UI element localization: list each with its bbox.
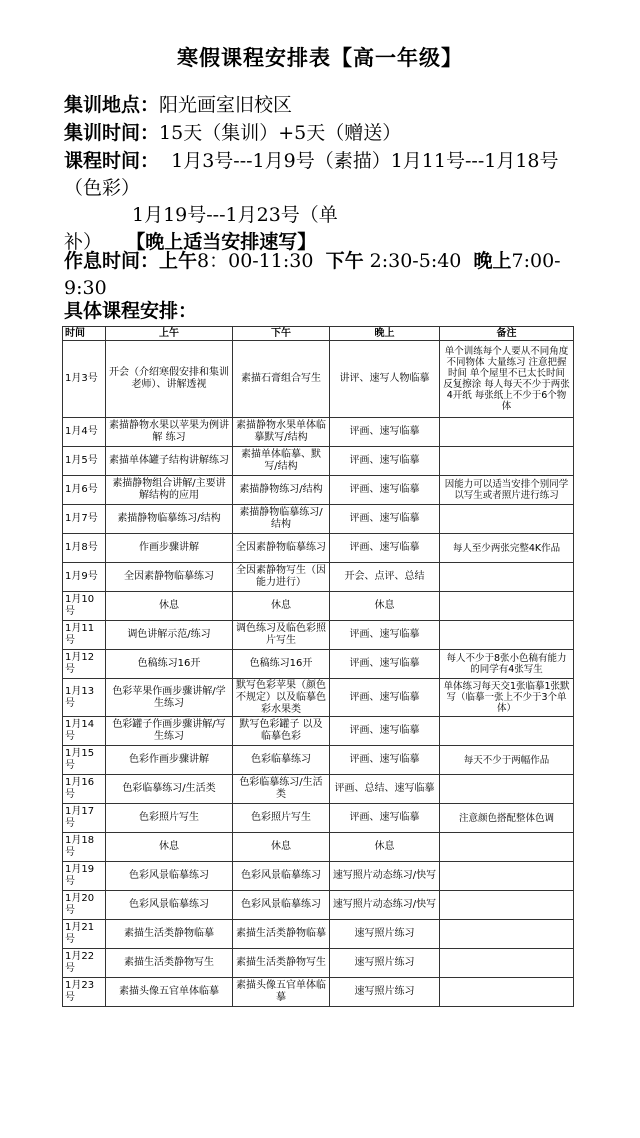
am-cell: 素描头像五官单体临摹 [106,978,233,1007]
table-row [63,746,574,775]
table-row [63,534,574,563]
pm-cell: 全因素静物写生（因能力进行） [233,563,330,592]
eve-cell: 评画、总结、速写临摹 [330,775,440,804]
schedule-table [62,326,574,1007]
date-cell: 1月19号 [63,862,106,891]
eve-cell: 评画、速写临摹 [330,746,440,775]
note-cell: 单个训练每个人要从不同角度 不同物体 大量练习 注意把握时间 单个屋里不已太长时间 反复擦涂 每人每天不少于两张4开纸 每张纸上不少于6个物体 [440,341,574,418]
note-cell [440,418,574,447]
rest-pm-value: 2:30-5:40 [369,250,462,272]
note-cell [440,563,574,592]
eve-cell: 评画、速写临摹 [330,621,440,650]
course-time-label: 课程时间： [64,150,160,172]
note-cell [440,447,574,476]
am-cell: 色彩风景临摹练习 [106,891,233,920]
note-cell [440,978,574,1007]
date-cell: 1月16号 [63,775,106,804]
table-row [63,804,574,833]
eve-cell: 速写照片动态练习/快写 [330,862,440,891]
date-cell: 1月22号 [63,949,106,978]
date-cell: 1月7号 [63,505,106,534]
pm-cell: 色彩风景临摹练习 [233,862,330,891]
table-row [63,563,574,592]
table-row [63,891,574,920]
table-row [63,833,574,862]
date-cell: 1月8号 [63,534,106,563]
date-cell: 1月13号 [63,679,106,717]
pm-cell: 休息 [233,833,330,862]
duration-label: 集训时间： [64,122,160,144]
note-cell: 因能力可以适当安排个别同学以写生或者照片进行练习 [440,476,574,505]
pm-cell: 素描头像五官单体临摹 [233,978,330,1007]
am-cell: 调色讲解示范/练习 [106,621,233,650]
duration-value: 15天（集训）+5天（赠送） [159,122,402,144]
eve-cell: 速写照片练习 [330,949,440,978]
note-cell [440,505,574,534]
duration-line [64,120,584,147]
eve-cell: 评画、速写临摹 [330,534,440,563]
eve-cell: 休息 [330,592,440,621]
note-cell [440,621,574,650]
am-cell: 色彩风景临摹练习 [106,862,233,891]
date-cell: 1月15号 [63,746,106,775]
date-cell: 1月18号 [63,833,106,862]
course-time-line1: 1月3号---1月9号（素描）1月11号---1月18号（色彩） [64,150,559,199]
note-cell [440,862,574,891]
pm-cell: 色彩照片写生 [233,804,330,833]
eve-cell: 速写照片练习 [330,978,440,1007]
am-cell: 素描单体罐子结构讲解练习 [106,447,233,476]
rest-eve-label: 晚上 [473,250,512,272]
course-time-block [64,148,584,256]
eve-cell: 评画、速写临摹 [330,717,440,746]
header-note: 备注 [440,327,574,341]
pm-cell: 素描静物临摹练习/结构 [233,505,330,534]
pm-cell: 素描静物练习/结构 [233,476,330,505]
note-cell: 单体练习每天交1张临摹1张默写（临摹一张上不少于3个单体） [440,679,574,717]
am-cell: 色彩作画步骤讲解 [106,746,233,775]
table-row [63,679,574,717]
table-row [63,717,574,746]
table-row [63,920,574,949]
am-cell: 休息 [106,592,233,621]
course-time-line2a: 1月19号---1月23号（单补） [64,204,338,253]
pm-cell: 休息 [233,592,330,621]
note-cell: 每人不少于8张小色稿有能力的同学有4张写生 [440,650,574,679]
am-cell: 素描生活类静物临摹 [106,920,233,949]
rest-time-block [64,248,584,302]
note-cell [440,920,574,949]
location-label: 集训地点： [64,94,160,116]
pm-cell: 默写色彩苹果（颜色不规定）以及临摹色彩水果类 [233,679,330,717]
note-cell [440,775,574,804]
eve-cell: 讲评、速写人物临摹 [330,341,440,418]
eve-cell: 评画、速写临摹 [330,476,440,505]
date-cell: 1月23号 [63,978,106,1007]
date-cell: 1月5号 [63,447,106,476]
rest-am-value: 8：00-11:30 [197,250,314,272]
date-cell: 1月17号 [63,804,106,833]
note-cell [440,949,574,978]
date-cell: 1月9号 [63,563,106,592]
pm-cell: 素描石膏组合写生 [233,341,330,418]
am-cell: 全因素静物临摹练习 [106,563,233,592]
pm-cell: 调色练习及临色彩照片写生 [233,621,330,650]
table-row [63,621,574,650]
page-title: 寒假课程安排表【高一年级】 [177,46,463,70]
detail-heading [64,298,584,325]
date-cell: 1月3号 [63,341,106,418]
pm-cell: 素描生活类静物临摹 [233,920,330,949]
rest-pm-label: 下午 [325,250,364,272]
table-row [63,476,574,505]
pm-cell: 素描单体临摹、默写/结构 [233,447,330,476]
table-row [63,592,574,621]
table-row [63,949,574,978]
eve-cell: 开会、点评、总结 [330,563,440,592]
note-cell [440,833,574,862]
am-cell: 色彩罐子作画步骤讲解/写生练习 [106,717,233,746]
eve-cell: 评画、速写临摹 [330,447,440,476]
am-cell: 作画步骤讲解 [106,534,233,563]
pm-cell: 色彩临摹练习 [233,746,330,775]
header-eve: 晚上 [330,327,440,341]
eve-cell: 评画、速写临摹 [330,418,440,447]
date-cell: 1月12号 [63,650,106,679]
eve-cell: 速写照片动态练习/快写 [330,891,440,920]
note-cell: 注意颜色搭配整体色调 [440,804,574,833]
am-cell: 素描静物临摹练习/结构 [106,505,233,534]
am-cell: 色彩临摹练习/生活类 [106,775,233,804]
table-row [63,775,574,804]
date-cell: 1月4号 [63,418,106,447]
rest-am-label: 上午 [159,250,198,272]
pm-cell: 色彩风景临摹练习 [233,891,330,920]
eve-cell: 休息 [330,833,440,862]
table-row [63,862,574,891]
course-time-line2b: 【晚上适当安排速写】 [126,231,317,253]
header-am: 上午 [106,327,233,341]
location-line [64,92,584,119]
am-cell: 开会（介绍寒假安排和集训老师）、讲解透视 [106,341,233,418]
date-cell: 1月20号 [63,891,106,920]
pm-cell: 素描静物水果单体临摹默写/结构 [233,418,330,447]
note-cell [440,592,574,621]
table-row [63,650,574,679]
eve-cell: 评画、速写临摹 [330,650,440,679]
note-cell [440,717,574,746]
location-value: 阳光画室旧校区 [159,94,293,116]
date-cell: 1月10号 [63,592,106,621]
note-cell: 每人至少两张完整4K作品 [440,534,574,563]
pm-cell: 素描生活类静物写生 [233,949,330,978]
detail-label: 具体课程安排： [64,300,198,322]
table-row [63,447,574,476]
note-cell: 每天不少于两幅作品 [440,746,574,775]
rest-time-label: 作息时间： [64,250,160,272]
am-cell: 素描生活类静物写生 [106,949,233,978]
date-cell: 1月21号 [63,920,106,949]
am-cell: 素描静物水果以苹果为例讲解 练习 [106,418,233,447]
eve-cell: 速写照片练习 [330,920,440,949]
eve-cell: 评画、速写临摹 [330,505,440,534]
pm-cell: 默写色彩罐子 以及临摹色彩 [233,717,330,746]
table-row [63,505,574,534]
header-pm: 下午 [233,327,330,341]
table-row [63,418,574,447]
eve-cell: 评画、速写临摹 [330,679,440,717]
am-cell: 色彩苹果作画步骤讲解/学生练习 [106,679,233,717]
date-cell: 1月6号 [63,476,106,505]
table-header-row [63,327,574,341]
am-cell: 色稿练习16开 [106,650,233,679]
am-cell: 色彩照片写生 [106,804,233,833]
note-cell [440,891,574,920]
am-cell: 素描静物组合讲解/主要讲解结构的应用 [106,476,233,505]
date-cell: 1月11号 [63,621,106,650]
pm-cell: 色稿练习16开 [233,650,330,679]
table-row [63,341,574,418]
rest-eve-value: 7:00-9:30 [64,250,561,299]
am-cell: 休息 [106,833,233,862]
eve-cell: 评画、速写临摹 [330,804,440,833]
table-row [63,978,574,1007]
pm-cell: 色彩临摹练习/生活类 [233,775,330,804]
date-cell: 1月14号 [63,717,106,746]
pm-cell: 全因素静物临摹练习 [233,534,330,563]
header-time: 时间 [63,327,106,341]
